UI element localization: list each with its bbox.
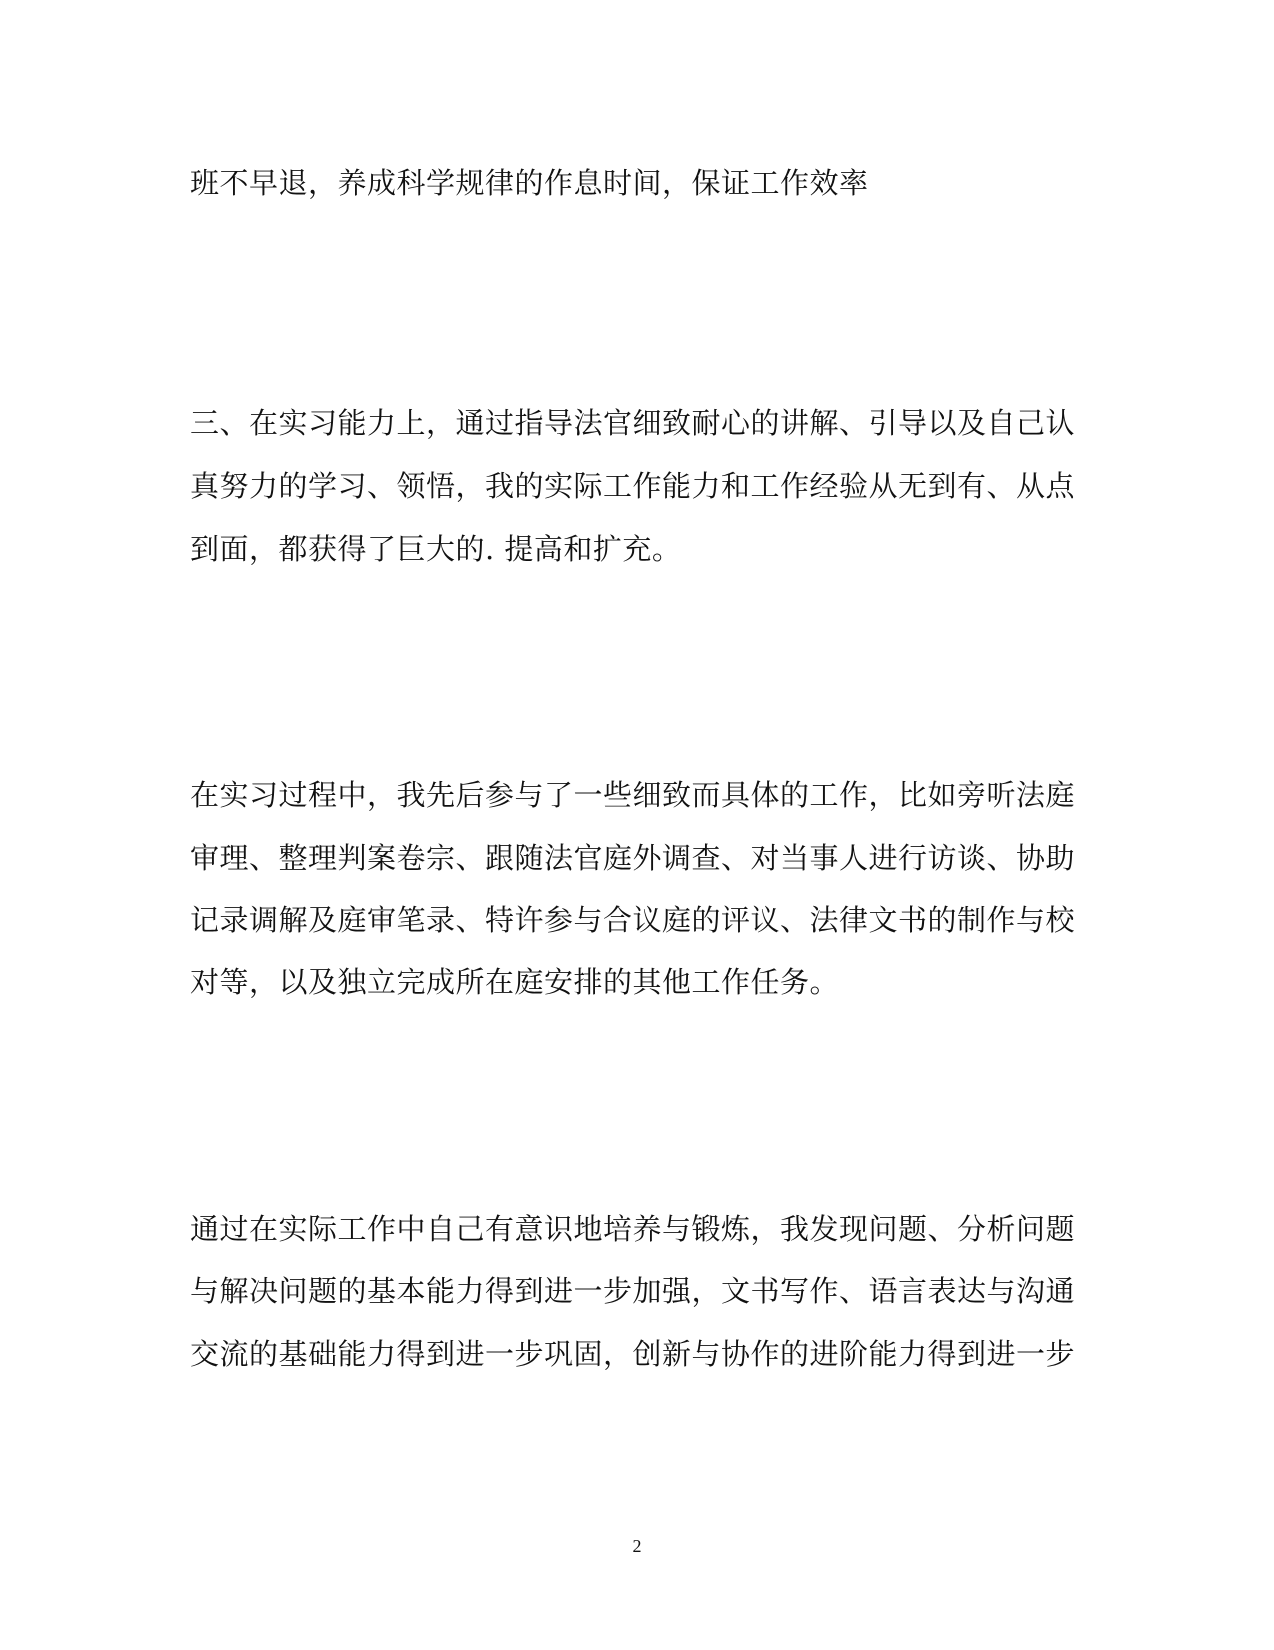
paragraph-4-line-2: 与解决问题的基本能力得到进一步加强，文书写作、语言表达与沟通	[190, 1274, 1076, 1308]
paragraph-3-line-3: 记录调解及庭审笔录、特许参与合议庭的评议、法律文书的制作与校	[190, 903, 1076, 937]
paragraph-4-line-1: 通过在实际工作中自己有意识地培养与锻炼，我发现问题、分析问题	[190, 1212, 1076, 1246]
paragraph-3-line-1: 在实习过程中，我先后参与了一些细致而具体的工作，比如旁听法庭	[190, 778, 1076, 812]
paragraph-4-line-3: 交流的基础能力得到进一步巩固，创新与协作的进阶能力得到进一步	[190, 1337, 1076, 1371]
paragraph-2-line-2: 真努力的学习、领悟，我的实际工作能力和工作经验从无到有、从点	[190, 469, 1076, 503]
paragraph-2-line-3: 到面，都获得了巨大的. 提高和扩充。	[190, 532, 682, 566]
paragraph-3-line-2: 审理、整理判案卷宗、跟随法官庭外调查、对当事人进行访谈、协助	[190, 841, 1076, 875]
paragraph-1-line-1: 班不早退，养成科学规律的作息时间，保证工作效率	[190, 166, 869, 200]
page-number: 2	[632, 1536, 642, 1556]
paragraph-3-line-4: 对等，以及独立完成所在庭安排的其他工作任务。	[190, 965, 840, 999]
paragraph-2-line-1: 三、在实习能力上，通过指导法官细致耐心的讲解、引导以及自己认	[190, 406, 1076, 440]
